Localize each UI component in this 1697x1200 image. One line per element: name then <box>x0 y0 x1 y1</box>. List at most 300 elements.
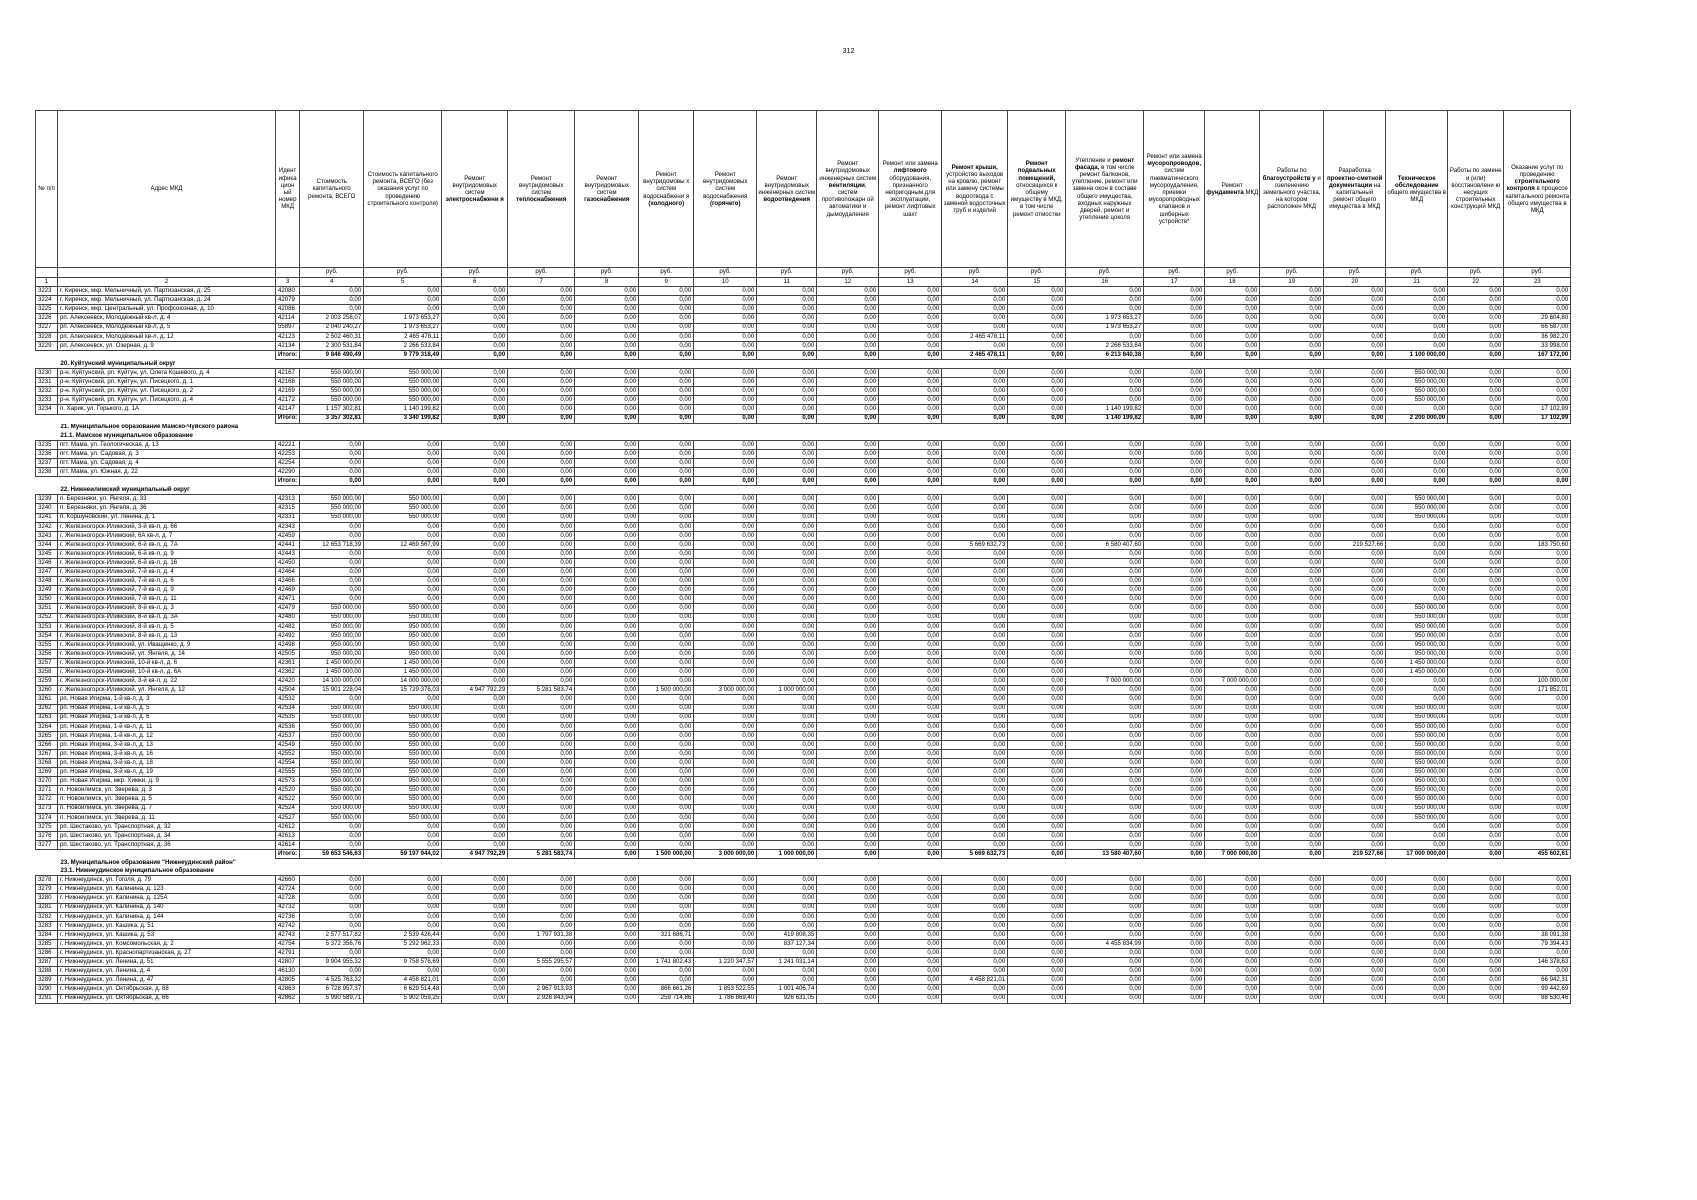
table-row <box>36 586 1571 595</box>
amount-cell: 0,00 <box>757 912 817 921</box>
amount-cell: 0,00 <box>1066 458 1144 467</box>
amount-cell: 0,00 <box>300 458 364 467</box>
amount-cell: 0,00 <box>694 477 757 486</box>
amount-cell: 12 653 718,39 <box>300 540 364 549</box>
amount-cell: 0,00 <box>1205 449 1260 458</box>
amount-cell: 0,00 <box>639 949 694 958</box>
amount-cell: 0,00 <box>1324 903 1386 912</box>
amount-cell: 0,00 <box>442 713 508 722</box>
amount-cell: 0,00 <box>1144 840 1205 849</box>
address-cell: г. Нижнеудинск, ул. Гоголя, д. 79 <box>58 876 276 885</box>
amount-cell: 0,00 <box>1008 777 1066 786</box>
table-row <box>36 640 1571 649</box>
amount-cell: 0,00 <box>639 749 694 758</box>
amount-cell: 0,00 <box>639 568 694 577</box>
amount-cell: 0,00 <box>1205 713 1260 722</box>
amount-cell: 0,00 <box>364 586 442 595</box>
amount-cell: 0,00 <box>879 740 942 749</box>
amount-cell: 0,00 <box>1008 921 1066 930</box>
row-number-cell: 3274 <box>36 813 58 822</box>
amount-cell: 0,00 <box>639 740 694 749</box>
amount-cell: 0,00 <box>1448 795 1504 804</box>
amount-cell: 0,00 <box>694 912 757 921</box>
unit-cell: руб. <box>1008 268 1066 278</box>
building-id-cell: 42343 <box>276 522 300 531</box>
amount-cell: 0,00 <box>508 531 575 540</box>
amount-cell: 0,00 <box>1144 414 1205 423</box>
amount-cell: 0,00 <box>364 949 442 958</box>
amount-cell: 0,00 <box>879 949 942 958</box>
amount-cell: 0,00 <box>442 350 508 359</box>
amount-cell: 1 450 000,00 <box>364 668 442 677</box>
amount-cell: 550 000,00 <box>1386 713 1448 722</box>
table-row <box>36 468 1571 477</box>
row-number-cell: 3242 <box>36 522 58 531</box>
table-row <box>36 994 1571 1003</box>
amount-cell: 0,00 <box>879 822 942 831</box>
amount-cell: 0,00 <box>508 477 575 486</box>
amount-cell: 0,00 <box>575 341 639 350</box>
group-spacer <box>36 423 58 432</box>
amount-cell: 0,00 <box>575 840 639 849</box>
amount-cell: 0,00 <box>1144 777 1205 786</box>
column-header: Ремонт внутридомовых систем водоснабжения (горячего) <box>694 111 757 268</box>
amount-cell: 0,00 <box>1448 704 1504 713</box>
row-number-cell: 3288 <box>36 967 58 976</box>
group-spacer <box>36 432 58 441</box>
amount-cell: 0,00 <box>1448 831 1504 840</box>
capital-repair-table-container <box>35 110 1571 1004</box>
amount-cell: 0,00 <box>1324 740 1386 749</box>
row-number-cell: 3267 <box>36 749 58 758</box>
amount-cell: 0,00 <box>639 659 694 668</box>
row-number-cell: 3223 <box>36 287 58 296</box>
amount-cell: 0,00 <box>817 504 879 513</box>
column-number-cell: 9 <box>639 277 694 287</box>
amount-cell: 0,00 <box>1448 985 1504 994</box>
amount-cell: 0,00 <box>817 296 879 305</box>
table-row <box>36 378 1571 387</box>
amount-cell: 0,00 <box>508 912 575 921</box>
amount-cell: 0,00 <box>508 458 575 467</box>
amount-cell: 0,00 <box>694 287 757 296</box>
column-number-cell: 4 <box>300 277 364 287</box>
row-number-cell: 3256 <box>36 649 58 658</box>
amount-cell: 550 000,00 <box>300 369 364 378</box>
amount-cell: 0,00 <box>1008 786 1066 795</box>
amount-cell: 0,00 <box>694 332 757 341</box>
table-row <box>36 894 1571 903</box>
amount-cell: 0,00 <box>1504 378 1571 387</box>
amount-cell: 0,00 <box>1448 513 1504 522</box>
amount-cell: 0,00 <box>757 749 817 758</box>
building-id-cell: 42614 <box>276 840 300 849</box>
amount-cell: 0,00 <box>757 540 817 549</box>
amount-cell: 0,00 <box>817 287 879 296</box>
amount-cell: 0,00 <box>575 613 639 622</box>
amount-cell: 0,00 <box>1144 449 1205 458</box>
table-row <box>36 495 1571 504</box>
amount-cell: 0,00 <box>1448 622 1504 631</box>
column-number-cell: 23 <box>1504 277 1571 287</box>
amount-cell: 0,00 <box>508 722 575 731</box>
amount-cell: 1 500 000,00 <box>639 686 694 695</box>
amount-cell: 0,00 <box>757 731 817 740</box>
amount-cell: 5 292 962,33 <box>364 939 442 948</box>
column-numbers-row <box>36 277 1571 287</box>
amount-cell: 0,00 <box>508 378 575 387</box>
amount-cell: 0,00 <box>575 876 639 885</box>
table-row <box>36 341 1571 350</box>
amount-cell: 0,00 <box>1205 287 1260 296</box>
unit-cell: руб. <box>442 268 508 278</box>
amount-cell: 0,00 <box>639 540 694 549</box>
amount-cell: 0,00 <box>1324 713 1386 722</box>
amount-cell: 0,00 <box>1144 640 1205 649</box>
amount-cell: 0,00 <box>575 958 639 967</box>
amount-cell: 0,00 <box>1008 522 1066 531</box>
amount-cell: 0,00 <box>575 713 639 722</box>
amount-cell: 0,00 <box>1066 759 1144 768</box>
amount-cell: 0,00 <box>942 768 1008 777</box>
amount-cell: 0,00 <box>1504 795 1571 804</box>
amount-cell: 0,00 <box>639 894 694 903</box>
row-number-cell: 3245 <box>36 549 58 558</box>
unit-cell: руб. <box>757 268 817 278</box>
amount-cell: 0,00 <box>1260 749 1324 758</box>
amount-cell: 0,00 <box>757 713 817 722</box>
amount-cell: 4 947 792,29 <box>442 850 508 859</box>
amount-cell: 0,00 <box>1324 314 1386 323</box>
amount-cell: 0,00 <box>694 540 757 549</box>
amount-cell: 0,00 <box>1448 976 1504 985</box>
amount-cell: 0,00 <box>508 976 575 985</box>
amount-cell: 2 539 426,44 <box>364 930 442 939</box>
amount-cell: 0,00 <box>1504 559 1571 568</box>
amount-cell: 0,00 <box>942 967 1008 976</box>
amount-cell: 0,00 <box>942 912 1008 921</box>
amount-cell: 950 000,00 <box>1386 640 1448 649</box>
amount-cell: 0,00 <box>575 323 639 332</box>
amount-cell: 0,00 <box>1260 495 1324 504</box>
amount-cell: 0,00 <box>639 323 694 332</box>
amount-cell: 0,00 <box>442 458 508 467</box>
amount-cell: 0,00 <box>1324 323 1386 332</box>
amount-cell: 0,00 <box>1504 458 1571 467</box>
amount-cell: 0,00 <box>1066 713 1144 722</box>
amount-cell: 0,00 <box>1260 440 1324 449</box>
amount-cell: 0,00 <box>1008 949 1066 958</box>
amount-cell: 2 003 258,07 <box>300 314 364 323</box>
amount-cell: 0,00 <box>1144 885 1205 894</box>
amount-cell: 0,00 <box>442 695 508 704</box>
amount-cell: 0,00 <box>942 831 1008 840</box>
amount-cell: 0,00 <box>1504 504 1571 513</box>
amount-cell: 550 000,00 <box>1386 704 1448 713</box>
amount-cell: 0,00 <box>757 495 817 504</box>
amount-cell: 0,00 <box>442 586 508 595</box>
amount-cell: 0,00 <box>1260 822 1324 831</box>
amount-cell: 0,00 <box>1324 468 1386 477</box>
amount-cell: 550 000,00 <box>364 504 442 513</box>
amount-cell: 0,00 <box>1386 468 1448 477</box>
building-id-cell: 42534 <box>276 704 300 713</box>
amount-cell: 1 786 869,40 <box>694 994 757 1003</box>
building-id-cell: 42742 <box>276 921 300 930</box>
address-cell: г. Железногорск-Илимский, ул. Иващенко, д. 9 <box>58 640 276 649</box>
amount-cell: 0,00 <box>817 659 879 668</box>
amount-cell: 0,00 <box>639 468 694 477</box>
table-row <box>36 622 1571 631</box>
table-row <box>36 804 1571 813</box>
amount-cell: 0,00 <box>1144 405 1205 414</box>
amount-cell: 0,00 <box>1008 831 1066 840</box>
amount-cell: 4 947 792,29 <box>442 686 508 695</box>
amount-cell: 0,00 <box>1008 287 1066 296</box>
column-header: Работы по замене и (или) восстановлени ю несущих строительных конструкций МКД <box>1448 111 1504 268</box>
amount-cell: 0,00 <box>1260 876 1324 885</box>
amount-cell: 0,00 <box>817 840 879 849</box>
amount-cell: 0,00 <box>1066 903 1144 912</box>
amount-cell: 0,00 <box>639 458 694 467</box>
amount-cell: 6 728 957,37 <box>300 985 364 994</box>
amount-cell: 0,00 <box>757 786 817 795</box>
amount-cell: 0,00 <box>1260 659 1324 668</box>
amount-cell: 0,00 <box>757 840 817 849</box>
amount-cell: 0,00 <box>575 531 639 540</box>
amount-cell: 0,00 <box>694 504 757 513</box>
amount-cell: 0,00 <box>1448 894 1504 903</box>
amount-cell: 0,00 <box>942 305 1008 314</box>
amount-cell: 0,00 <box>879 540 942 549</box>
amount-cell: 0,00 <box>1205 504 1260 513</box>
amount-cell: 0,00 <box>508 504 575 513</box>
amount-cell: 950 000,00 <box>300 631 364 640</box>
amount-cell: 0,00 <box>1260 813 1324 822</box>
amount-cell: 0,00 <box>757 740 817 749</box>
amount-cell: 0,00 <box>879 323 942 332</box>
amount-cell: 0,00 <box>942 631 1008 640</box>
row-number-cell: 3272 <box>36 795 58 804</box>
amount-cell: 0,00 <box>694 704 757 713</box>
building-id-cell: 42573 <box>276 777 300 786</box>
amount-cell: 950 000,00 <box>1386 649 1448 658</box>
table-row <box>36 704 1571 713</box>
amount-cell: 0,00 <box>1448 396 1504 405</box>
amount-cell: 0,00 <box>1260 939 1324 948</box>
amount-cell: 0,00 <box>1205 795 1260 804</box>
amount-cell: 0,00 <box>1504 577 1571 586</box>
address-cell: рп. Новая Игирма, 1-й кв-л, д. 3 <box>58 695 276 704</box>
building-id-cell: 42791 <box>276 949 300 958</box>
amount-cell: 0,00 <box>1008 840 1066 849</box>
amount-cell: 0,00 <box>442 323 508 332</box>
amount-cell: 0,00 <box>639 813 694 822</box>
amount-cell: 0,00 <box>694 659 757 668</box>
amount-cell: 0,00 <box>694 731 757 740</box>
amount-cell: 0,00 <box>508 759 575 768</box>
amount-cell: 0,00 <box>442 813 508 822</box>
amount-cell: 0,00 <box>364 894 442 903</box>
group-heading-row <box>36 423 1571 432</box>
unit-cell: руб. <box>817 268 879 278</box>
amount-cell: 0,00 <box>879 314 942 323</box>
amount-cell: 0,00 <box>442 649 508 658</box>
amount-cell: 0,00 <box>1448 840 1504 849</box>
amount-cell: 0,00 <box>879 405 942 414</box>
amount-cell: 0,00 <box>942 440 1008 449</box>
amount-cell: 0,00 <box>1324 949 1386 958</box>
amount-cell: 0,00 <box>817 885 879 894</box>
row-number-cell: 3262 <box>36 704 58 713</box>
amount-cell: 550 000,00 <box>364 786 442 795</box>
row-number-cell: 3260 <box>36 686 58 695</box>
table-row <box>36 504 1571 513</box>
amount-cell: 0,00 <box>508 332 575 341</box>
address-cell: г. Нижнеудинск, ул. Ленина, д. 4 <box>58 967 276 976</box>
amount-cell: 0,00 <box>1386 332 1448 341</box>
amount-cell: 0,00 <box>575 912 639 921</box>
amount-cell: 550 000,00 <box>364 613 442 622</box>
amount-cell: 0,00 <box>639 976 694 985</box>
amount-cell: 0,00 <box>942 387 1008 396</box>
amount-cell: 0,00 <box>1066 876 1144 885</box>
building-id-cell: 42114 <box>276 314 300 323</box>
building-id-cell: 42079 <box>276 296 300 305</box>
amount-cell: 0,00 <box>639 921 694 930</box>
amount-cell: 0,00 <box>879 577 942 586</box>
amount-cell: 0,00 <box>694 350 757 359</box>
amount-cell: 0,00 <box>1448 559 1504 568</box>
amount-cell: 0,00 <box>1008 504 1066 513</box>
amount-cell: 0,00 <box>1144 332 1205 341</box>
amount-cell: 0,00 <box>1205 378 1260 387</box>
building-id-cell: 42660 <box>276 876 300 885</box>
amount-cell: 0,00 <box>1144 831 1205 840</box>
amount-cell: 0,00 <box>1260 695 1324 704</box>
row-number-cell: 3278 <box>36 876 58 885</box>
amount-cell: 0,00 <box>817 559 879 568</box>
amount-cell: 0,00 <box>757 876 817 885</box>
amount-cell: 0,00 <box>442 740 508 749</box>
amount-cell: 0,00 <box>1144 695 1205 704</box>
address-cell: рп. Новая Игирма, 1-й кв-л, д. 12 <box>58 731 276 740</box>
amount-cell: 0,00 <box>694 568 757 577</box>
amount-cell: 0,00 <box>364 549 442 558</box>
amount-cell: 0,00 <box>1008 613 1066 622</box>
amount-cell: 0,00 <box>942 396 1008 405</box>
amount-cell: 0,00 <box>942 722 1008 731</box>
amount-cell: 0,00 <box>1260 577 1324 586</box>
amount-cell: 66 587,00 <box>1504 323 1571 332</box>
group-heading: 21.1. Мамское муниципальное образование <box>60 431 193 439</box>
amount-cell: 0,00 <box>1144 513 1205 522</box>
amount-cell: 0,00 <box>1008 387 1066 396</box>
row-number-cell: 3239 <box>36 495 58 504</box>
amount-cell: 0,00 <box>1504 749 1571 758</box>
amount-cell: 0,00 <box>1324 939 1386 948</box>
amount-cell: 0,00 <box>1504 640 1571 649</box>
amount-cell: 0,00 <box>1008 477 1066 486</box>
amount-cell: 0,00 <box>1448 967 1504 976</box>
amount-cell: 0,00 <box>1205 604 1260 613</box>
amount-cell: 0,00 <box>1504 531 1571 540</box>
amount-cell: 0,00 <box>1144 341 1205 350</box>
amount-cell: 0,00 <box>442 595 508 604</box>
amount-cell: 6 629 514,48 <box>364 985 442 994</box>
amount-cell: 0,00 <box>1205 939 1260 948</box>
amount-cell: 0,00 <box>1324 885 1386 894</box>
amount-cell: 0,00 <box>508 440 575 449</box>
amount-cell: 0,00 <box>1448 749 1504 758</box>
amount-cell: 0,00 <box>442 921 508 930</box>
amount-cell: 0,00 <box>817 804 879 813</box>
amount-cell: 0,00 <box>817 513 879 522</box>
amount-cell: 0,00 <box>817 586 879 595</box>
amount-cell: 0,00 <box>639 549 694 558</box>
amount-cell: 866 661,26 <box>639 985 694 994</box>
amount-cell: 0,00 <box>1008 604 1066 613</box>
amount-cell: 0,00 <box>1324 369 1386 378</box>
amount-cell: 0,00 <box>442 731 508 740</box>
amount-cell: 950 000,00 <box>364 640 442 649</box>
address-cell: г. Нижнеудинск, ул. Октябрьская, д. 68 <box>58 985 276 994</box>
amount-cell: 0,00 <box>817 795 879 804</box>
amount-cell: 0,00 <box>1205 704 1260 713</box>
amount-cell: 0,00 <box>300 440 364 449</box>
amount-cell: 0,00 <box>1144 287 1205 296</box>
address-cell: г. Железногорск-Илимский, 7-й кв-л, д. 6 <box>58 577 276 586</box>
amount-cell: 550 000,00 <box>300 604 364 613</box>
building-id-cell: 42482 <box>276 622 300 631</box>
amount-cell: 0,00 <box>757 777 817 786</box>
amount-cell: 0,00 <box>1008 341 1066 350</box>
amount-cell: 0,00 <box>694 949 757 958</box>
amount-cell: 0,00 <box>1324 786 1386 795</box>
amount-cell: 0,00 <box>442 885 508 894</box>
amount-cell: 0,00 <box>1008 323 1066 332</box>
amount-cell: 0,00 <box>1324 305 1386 314</box>
amount-cell: 0,00 <box>1008 468 1066 477</box>
row-number-cell: 3265 <box>36 731 58 740</box>
amount-cell: 0,00 <box>1324 659 1386 668</box>
amount-cell: 0,00 <box>1386 885 1448 894</box>
amount-cell: 0,00 <box>817 314 879 323</box>
row-number-cell: 3248 <box>36 577 58 586</box>
amount-cell: 99 442,69 <box>1504 985 1571 994</box>
amount-cell: 0,00 <box>817 522 879 531</box>
amount-cell: 0,00 <box>942 921 1008 930</box>
amount-cell: 0,00 <box>508 549 575 558</box>
amount-cell: 0,00 <box>364 822 442 831</box>
amount-cell: 0,00 <box>1066 613 1144 622</box>
amount-cell: 0,00 <box>757 649 817 658</box>
amount-cell: 0,00 <box>1205 559 1260 568</box>
amount-cell: 0,00 <box>575 930 639 939</box>
amount-cell: 0,00 <box>1066 740 1144 749</box>
amount-cell: 14 000 000,00 <box>364 677 442 686</box>
amount-cell: 0,00 <box>639 477 694 486</box>
amount-cell: 0,00 <box>694 314 757 323</box>
amount-cell: 0,00 <box>508 522 575 531</box>
amount-cell: 5 281 583,74 <box>508 850 575 859</box>
amount-cell: 0,00 <box>817 704 879 713</box>
amount-cell: 950 000,00 <box>364 631 442 640</box>
amount-cell: 0,00 <box>508 659 575 668</box>
amount-cell: 7 000 000,00 <box>1205 677 1260 686</box>
column-number-cell: 2 <box>58 277 276 287</box>
amount-cell: 0,00 <box>1504 740 1571 749</box>
